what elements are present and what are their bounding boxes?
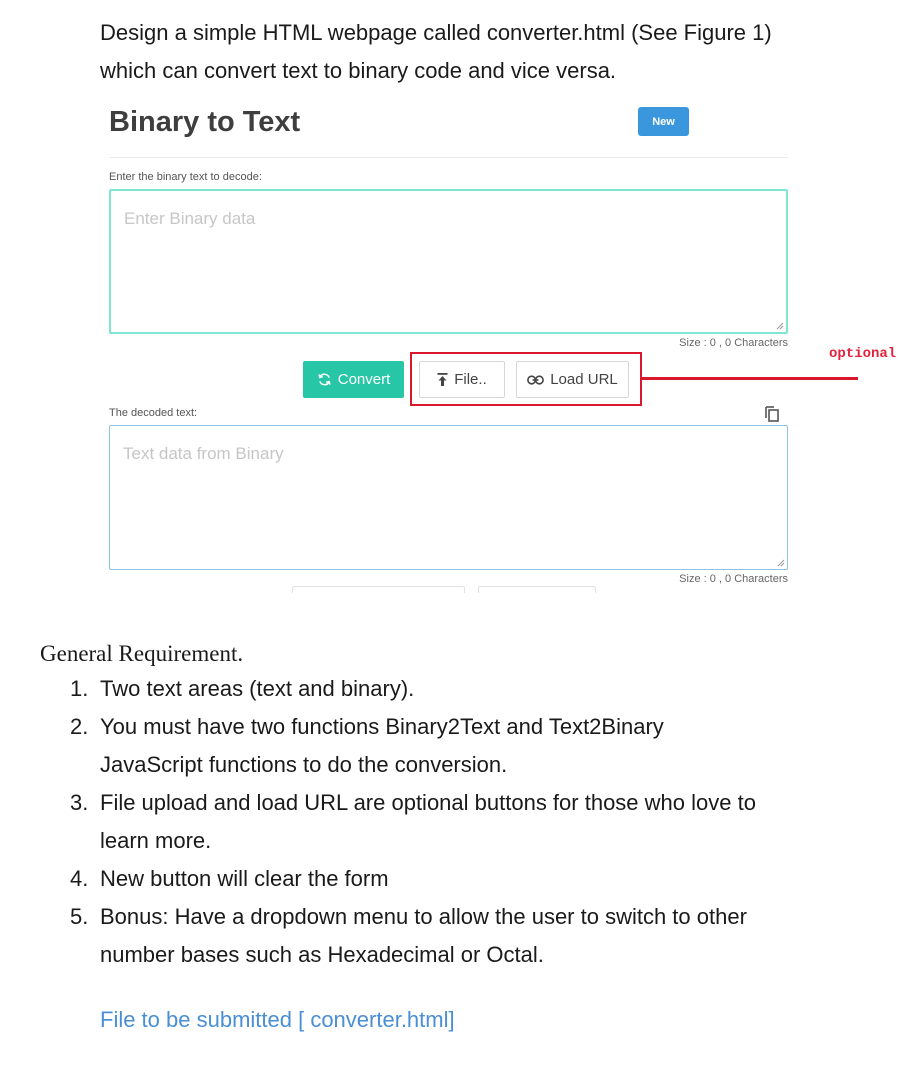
list-item bbox=[70, 784, 870, 860]
refresh-icon bbox=[317, 372, 332, 387]
list-item bbox=[70, 860, 870, 898]
list-item bbox=[70, 898, 870, 974]
title-divider bbox=[109, 157, 788, 158]
submission-note: File to be submitted [ converter.html] bbox=[100, 1007, 455, 1032]
list-item-text: learn more. bbox=[100, 828, 212, 853]
intro-line: Design a simple HTML webpage called converter.html (See Figure 1) bbox=[100, 20, 772, 45]
decoded-text-textarea[interactable] bbox=[109, 425, 788, 570]
decoded-text-size: Size : 0 , 0 Characters bbox=[679, 573, 788, 585]
requirements-heading: General Requirement. bbox=[40, 641, 244, 666]
list-item-text: number bases such as Hexadecimal or Octal. bbox=[100, 942, 544, 967]
list-item-number: 1. bbox=[70, 676, 89, 701]
binary-input-label: Enter the binary text to decode: bbox=[109, 171, 262, 183]
resize-grip-icon[interactable] bbox=[777, 559, 785, 567]
list-item-text: JavaScript functions to do the conversion. bbox=[100, 752, 508, 777]
list-item-text: You must have two functions Binary2Text and Text2Binary bbox=[100, 714, 664, 739]
list-item-text: Bonus: Have a dropdown menu to allow the user to switch to other bbox=[100, 904, 747, 929]
convert-button[interactable] bbox=[303, 361, 404, 398]
cropped-button[interactable] bbox=[292, 586, 465, 593]
list-item-text: New button will clear the form bbox=[100, 866, 389, 891]
intro-line: which can convert text to binary code and vice versa. bbox=[100, 58, 617, 83]
copy-icon[interactable] bbox=[764, 404, 780, 422]
load-url-label: Load URL bbox=[550, 371, 618, 388]
cropped-button[interactable] bbox=[478, 586, 596, 593]
decoded-text-placeholder: Text data from Binary bbox=[123, 444, 284, 463]
binary-input-placeholder: Enter Binary data bbox=[124, 209, 256, 228]
optional-connector-line bbox=[642, 377, 858, 380]
list-item bbox=[70, 708, 870, 784]
resize-grip-icon[interactable] bbox=[776, 322, 784, 330]
optional-highlight-box bbox=[410, 352, 642, 406]
page-title: Binary to Text bbox=[109, 106, 301, 138]
new-button[interactable]: New bbox=[638, 107, 689, 136]
list-item-number: 4. bbox=[70, 866, 89, 891]
decoded-text-label: The decoded text: bbox=[109, 407, 198, 419]
list-item bbox=[70, 670, 870, 708]
list-item-number: 3. bbox=[70, 790, 89, 815]
list-item-text: File upload and load URL are optional buttons for those who love to bbox=[100, 790, 756, 815]
binary-input-textarea[interactable] bbox=[109, 189, 788, 334]
list-item-number: 2. bbox=[70, 714, 89, 739]
requirements-list bbox=[70, 670, 870, 974]
convert-button-label: Convert bbox=[337, 371, 391, 388]
file-upload-label: File.. bbox=[454, 371, 487, 388]
list-item-number: 5. bbox=[70, 904, 89, 929]
list-item-text: Two text areas (text and binary). bbox=[100, 676, 415, 701]
binary-input-size: Size : 0 , 0 Characters bbox=[679, 337, 788, 349]
optional-annotation: optional bbox=[829, 346, 897, 362]
